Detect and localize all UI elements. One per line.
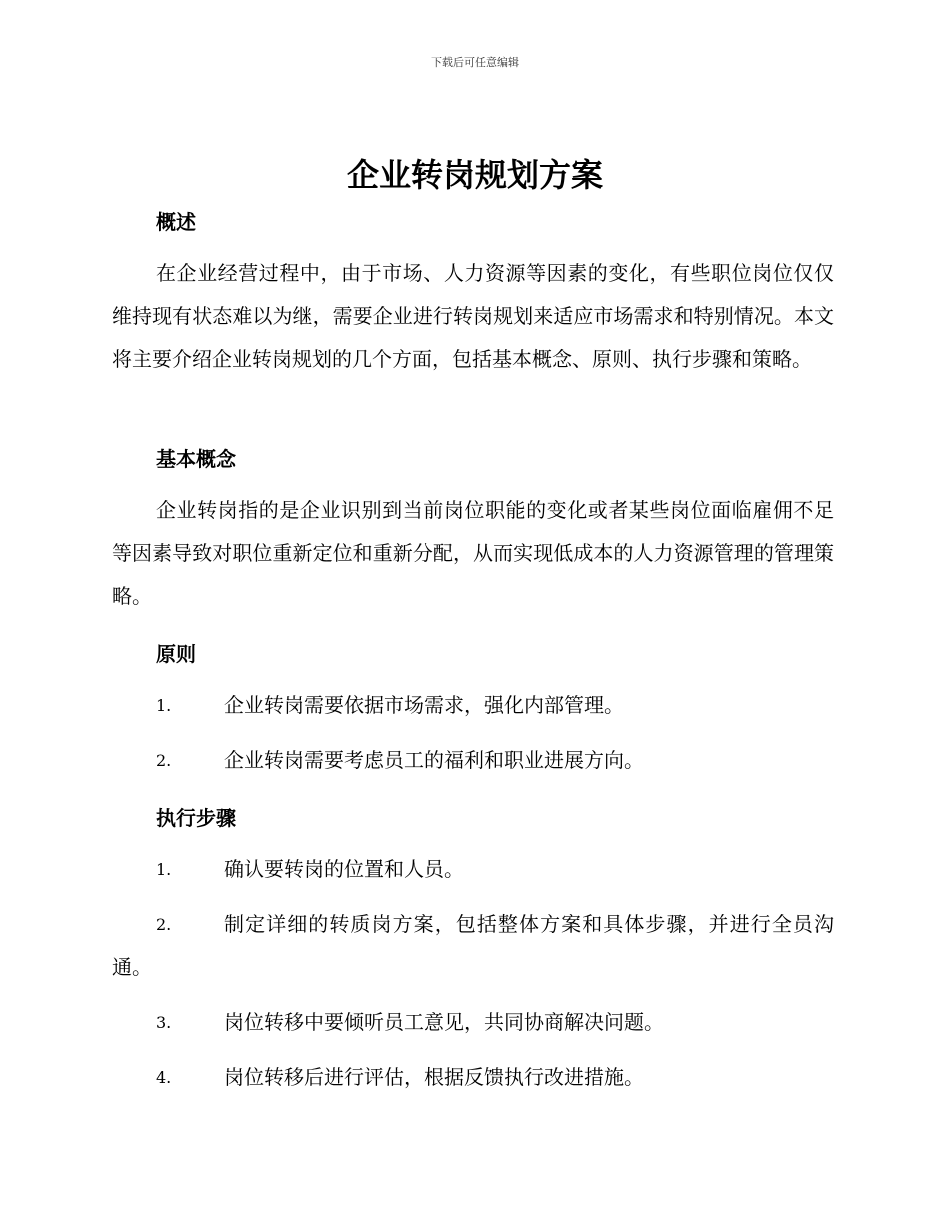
heading-overview: 概述 <box>156 210 196 234</box>
list-text: 企业转岗需要依据市场需求，强化内部管理。 <box>224 693 624 717</box>
heading-steps: 执行步骤 <box>156 806 236 830</box>
heading-principles: 原则 <box>156 642 196 666</box>
document-title: 企业转岗规划方案 <box>346 156 603 194</box>
list-item-step-4 <box>112 1056 834 1099</box>
list-item-principle-1 <box>112 684 834 727</box>
list-text: 确认要转岗的位置和人员。 <box>224 857 464 881</box>
heading-concept: 基本概念 <box>156 447 236 471</box>
list-text: 岗位转移后进行评估，根据反馈执行改进措施。 <box>224 1065 644 1089</box>
page-header: 下载后可任意编辑 <box>431 56 519 69</box>
list-number: 4. <box>156 1068 172 1087</box>
list-number: 3. <box>156 1013 172 1032</box>
list-item-step-3 <box>112 1001 834 1044</box>
list-number: 2. <box>156 751 172 770</box>
list-number: 1. <box>156 860 172 879</box>
list-item-step-1 <box>112 848 834 891</box>
list-item-step-2 <box>112 903 834 989</box>
list-text: 制定详细的转质岗方案，包括整体方案和具体步骤，并进行全员沟通。 <box>112 912 834 979</box>
list-number: 2. <box>156 915 172 934</box>
list-text: 岗位转移中要倾听员工意见，共同协商解决问题。 <box>224 1010 664 1034</box>
paragraph-overview: 在企业经营过程中，由于市场、人力资源等因素的变化，有些职位岗位仅仅维持现有状态难以为继，需要企业进行转岗规划来适应市场需求和特别情况。本文将主要介绍企业转岗规划的几个方面，包括基本概念、原则、执行步骤和策略。 <box>112 261 834 371</box>
list-text: 企业转岗需要考虑员工的福利和职业进展方向。 <box>224 748 644 772</box>
list-number: 1. <box>156 696 172 715</box>
list-item-principle-2 <box>112 739 834 782</box>
paragraph-concept: 企业转岗指的是企业识别到当前岗位职能的变化或者某些岗位面临雇佣不足等因素导致对职位重新定位和重新分配，从而实现低成本的人力资源管理的管理策略。 <box>112 498 834 608</box>
